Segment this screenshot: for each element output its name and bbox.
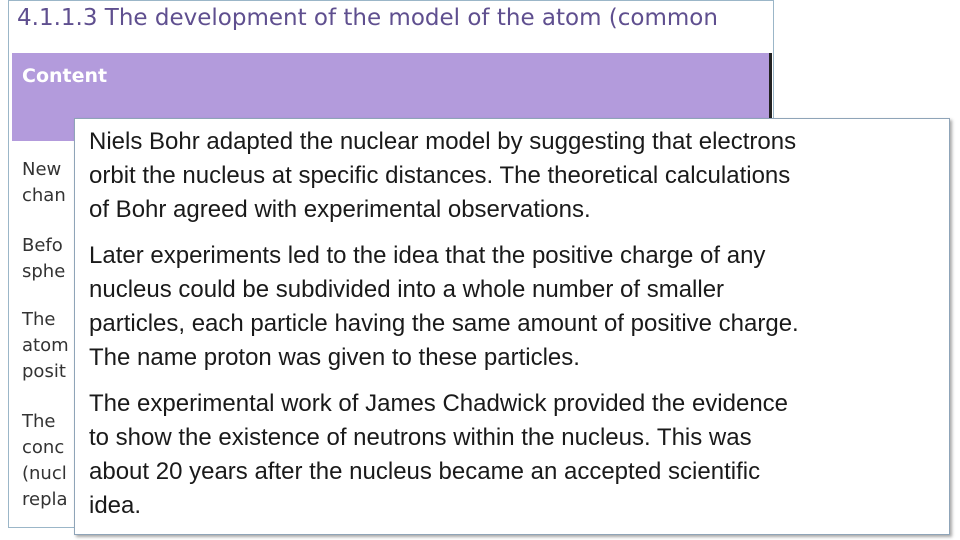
proton-paragraph: Later experiments led to the idea that the positive charge of any nucleus could be subdivided into a whole number of smaller particles, each particle having the same amount of positive charge. The name proton was given to these particles.	[89, 242, 799, 371]
paragraph-fragment-4	[22, 409, 68, 513]
fragment-line: chan	[22, 185, 66, 206]
fragment-line: atom	[22, 335, 69, 356]
fragment-line: repla	[22, 489, 68, 510]
fragment-line: Befo	[22, 235, 63, 256]
content-label: Content	[22, 65, 108, 87]
fragment-line: conc	[22, 437, 65, 458]
fragment-line: New	[22, 159, 62, 180]
fragment-line: The	[22, 309, 56, 330]
section-heading: 4.1.1.3 The development of the model of the atom (common	[17, 5, 718, 31]
fragment-line: (nucl	[22, 463, 67, 484]
paragraph-fragment-3	[22, 307, 69, 385]
fragment-line: posit	[22, 361, 66, 382]
chadwick-paragraph: The experimental work of James Chadwick provided the evidence to show the existence of neutrons within the nucleus. This was about 20 years after the nucleus became an accepted scientific idea.	[89, 390, 789, 519]
paragraph-fragment-2	[22, 233, 65, 285]
paragraph-fragment-1	[22, 157, 66, 209]
overlay-text-box	[74, 118, 950, 535]
fragment-line: sphe	[22, 261, 66, 282]
bohr-paragraph: Niels Bohr adapted the nuclear model by suggesting that electrons orbit the nucleus at specific distances. The theoretical calculations of Bohr agreed with experimental observations.	[89, 128, 797, 223]
fragment-line: The	[22, 411, 56, 432]
